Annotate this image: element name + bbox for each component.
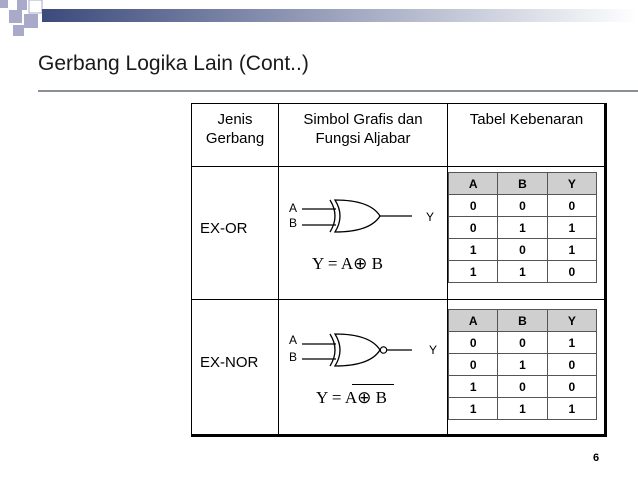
table-row bbox=[449, 332, 597, 354]
truth-cell: 0 bbox=[547, 354, 596, 376]
column-divider bbox=[278, 104, 279, 434]
slide-title: Gerbang Logika Lain (Cont..) bbox=[38, 52, 309, 75]
exnor-input-b-label: B bbox=[289, 350, 298, 364]
exor-input-a-label: A bbox=[289, 201, 298, 215]
truth-cell: 0 bbox=[498, 376, 547, 398]
exor-input-b-label: B bbox=[289, 216, 298, 230]
exnor-output-label: Y bbox=[429, 343, 438, 357]
truth-cell: 1 bbox=[547, 332, 596, 354]
page-number: 6 bbox=[593, 452, 600, 464]
table-row bbox=[449, 398, 597, 420]
truth-cell: 1 bbox=[449, 239, 498, 261]
truth-cell: 0 bbox=[449, 217, 498, 239]
xnor-gate-symbol bbox=[284, 322, 444, 382]
table-row bbox=[449, 239, 597, 261]
table-row bbox=[449, 354, 597, 376]
truth-header-a: A bbox=[449, 173, 498, 195]
formula-equals: = bbox=[331, 388, 342, 407]
truth-cell: 0 bbox=[498, 195, 547, 217]
row-divider bbox=[192, 299, 604, 300]
xor-operator: ⊕ bbox=[353, 254, 368, 273]
truth-header-y: Y bbox=[547, 173, 596, 195]
formula-input-a: A bbox=[340, 254, 354, 273]
header-gate-type-line1: Jenis bbox=[217, 111, 253, 128]
truth-cell: 1 bbox=[498, 354, 547, 376]
header-decoration bbox=[0, 0, 638, 40]
table-row bbox=[449, 261, 597, 283]
gate-table bbox=[191, 103, 607, 437]
truth-cell: 1 bbox=[547, 398, 596, 420]
xor-operator: ⊕ bbox=[357, 388, 372, 407]
truth-cell: 0 bbox=[449, 354, 498, 376]
header-gate-type-line2: Gerbang bbox=[205, 130, 265, 147]
header-gate-type bbox=[192, 110, 278, 148]
truth-cell: 1 bbox=[547, 239, 596, 261]
exor-formula bbox=[312, 254, 383, 274]
formula-equals: = bbox=[327, 254, 338, 273]
truth-cell: 1 bbox=[449, 261, 498, 283]
formula-overbar bbox=[352, 384, 394, 385]
truth-cell: 0 bbox=[547, 261, 596, 283]
truth-table-header-row bbox=[449, 173, 597, 195]
exnor-input-a-label: A bbox=[289, 333, 298, 347]
header-symbol-line2: Fungsi Aljabar bbox=[315, 130, 411, 147]
truth-cell: 0 bbox=[449, 195, 498, 217]
truth-cell: 0 bbox=[449, 332, 498, 354]
truth-cell: 1 bbox=[449, 376, 498, 398]
exor-truth-table bbox=[448, 172, 597, 283]
table-row bbox=[449, 376, 597, 398]
formula-output: Y bbox=[312, 254, 324, 273]
header-truth-table: Tabel Kebenaran bbox=[469, 111, 584, 128]
exor-output-label: Y bbox=[426, 210, 435, 224]
table-row bbox=[449, 195, 597, 217]
title-divider bbox=[38, 90, 638, 92]
header-divider bbox=[192, 166, 604, 167]
truth-cell: 1 bbox=[498, 398, 547, 420]
truth-cell: 0 bbox=[547, 195, 596, 217]
truth-header-b: B bbox=[498, 173, 547, 195]
gate-name-exor: EX-OR bbox=[200, 220, 248, 237]
truth-cell: 0 bbox=[498, 239, 547, 261]
truth-cell: 1 bbox=[449, 398, 498, 420]
truth-table-header-row bbox=[449, 310, 597, 332]
exnor-formula bbox=[316, 388, 387, 408]
table-row bbox=[449, 217, 597, 239]
truth-header-b: B bbox=[498, 310, 547, 332]
formula-input-a: A bbox=[344, 388, 358, 407]
truth-cell: 1 bbox=[547, 217, 596, 239]
truth-cell: 0 bbox=[498, 332, 547, 354]
xor-gate-symbol bbox=[284, 188, 444, 248]
header-symbol-line1: Simbol Grafis dan bbox=[303, 111, 423, 128]
formula-input-b: B bbox=[371, 254, 383, 273]
gate-name-exnor: EX-NOR bbox=[200, 354, 259, 371]
truth-cell: 1 bbox=[498, 261, 547, 283]
truth-cell: 0 bbox=[547, 376, 596, 398]
header-symbol bbox=[279, 110, 447, 148]
truth-header-y: Y bbox=[547, 310, 596, 332]
truth-header-a: A bbox=[449, 310, 498, 332]
truth-cell: 1 bbox=[498, 217, 547, 239]
formula-output: Y bbox=[316, 388, 328, 407]
formula-input-b: B bbox=[375, 388, 387, 407]
exnor-truth-table bbox=[448, 309, 597, 420]
